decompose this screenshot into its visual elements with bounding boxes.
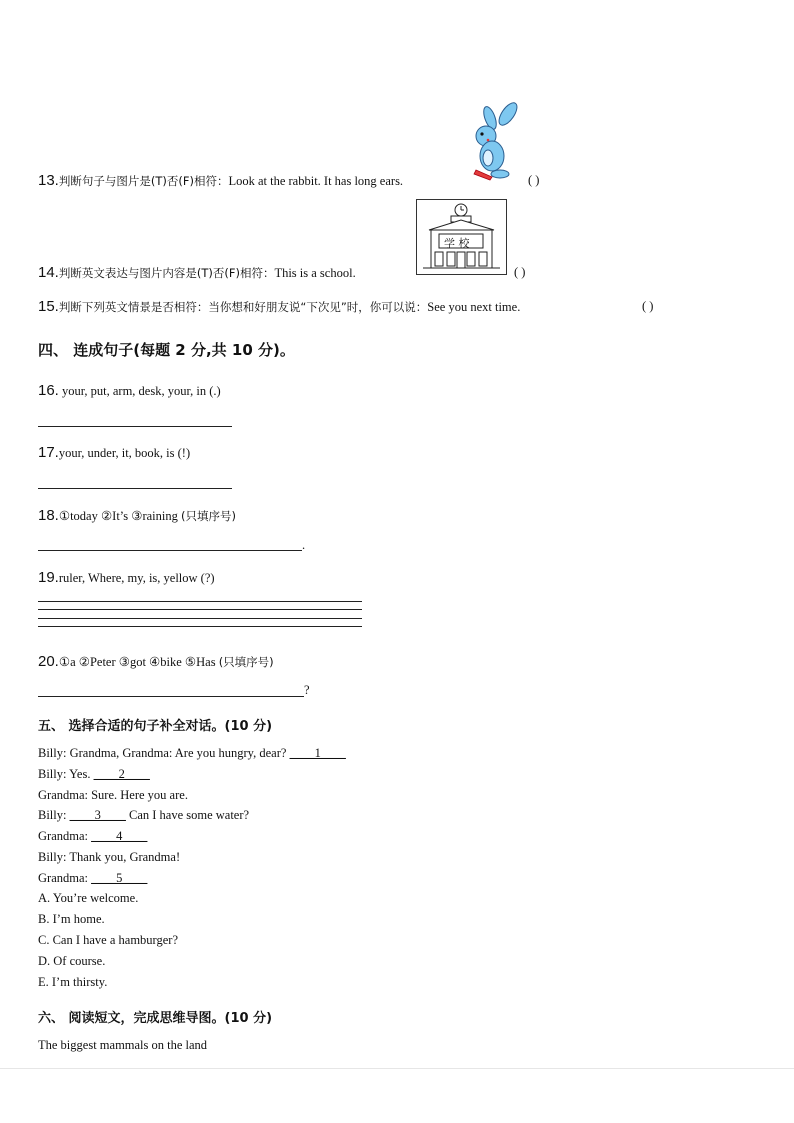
question-words: ①a ②Peter ③got ④bike ⑤Has (58, 655, 219, 669)
question-17 (38, 444, 190, 462)
answer-line[interactable] (38, 696, 304, 697)
writing-line[interactable] (38, 626, 362, 627)
question-words: your, under, it, book, is (!) (58, 446, 191, 460)
dialogue-line (38, 767, 150, 782)
dialogue-text: Can I have some water? (125, 808, 250, 822)
rabbit-image (462, 100, 524, 184)
passage-title: The biggest mammals on the land (38, 1038, 208, 1052)
question-13 (38, 172, 403, 190)
question-prompt: 判断句子与图片是(T)否(F)相符： (58, 174, 229, 188)
question-18 (38, 507, 236, 525)
dialogue-text: Sure. Here you are. (91, 788, 188, 802)
dialogue-line (38, 808, 249, 823)
option-a: A. You’re welcome. (38, 891, 139, 905)
answer-paren[interactable]: ( ) (528, 173, 540, 187)
school-sign: 学 校 (444, 237, 470, 250)
dialogue-speaker: Billy: (38, 808, 70, 822)
answer-line[interactable] (38, 550, 302, 551)
question-15 (38, 298, 520, 316)
option-e: E. I’m thirsty. (38, 975, 108, 989)
question-14 (38, 264, 356, 282)
question-hint: (只填序号) (218, 655, 274, 669)
question-number: 18. (38, 507, 59, 524)
line-end-mark: ? (304, 683, 310, 697)
dialogue-speaker: Grandma: (38, 788, 92, 802)
dialogue-speaker: Billy: (38, 746, 70, 760)
answer-paren[interactable]: ( ) (642, 299, 654, 313)
section-4-title: 四、 连成句子(每题 2 分,共 10 分)。 (38, 341, 295, 359)
dialogue-speaker: Billy: (38, 850, 70, 864)
question-number: 16. (38, 382, 59, 399)
question-words: ruler, Where, my, is, yellow (?) (58, 571, 215, 585)
school-image (416, 199, 507, 275)
dialogue-blank[interactable]: ____4____ (91, 829, 148, 843)
answer-paren[interactable]: ( ) (514, 265, 526, 279)
answer-line[interactable] (38, 488, 232, 489)
question-words: your, put, arm, desk, your, in (.) (58, 384, 221, 398)
question-20 (38, 653, 274, 671)
dialogue-line (38, 850, 180, 865)
dialogue-blank[interactable]: ____5____ (91, 871, 148, 885)
question-sentence: This is a school. (274, 266, 356, 280)
dialogue-line (38, 788, 188, 803)
option-c: C. Can I have a hamburger? (38, 933, 178, 947)
question-sentence: Look at the rabbit. It has long ears. (228, 174, 404, 188)
option-b: B. I’m home. (38, 912, 105, 926)
dialogue-line (38, 871, 147, 886)
dialogue-speaker: Grandma: (38, 829, 92, 843)
dialogue-blank[interactable]: ____1____ (289, 746, 346, 760)
question-words: ①today ②It’s ③raining (58, 509, 182, 523)
dialogue-blank[interactable]: ____3____ (69, 808, 126, 822)
question-hint: (只填序号) (181, 509, 236, 523)
question-number: 19. (38, 569, 59, 586)
question-number: 17. (38, 444, 59, 461)
option-d: D. Of course. (38, 954, 106, 968)
question-number: 15. (38, 298, 59, 315)
dialogue-speaker: Billy: (38, 767, 70, 781)
question-16 (38, 382, 221, 400)
dialogue-text: Thank you, Grandma! (69, 850, 181, 864)
answer-line[interactable] (38, 426, 232, 427)
section-5-title: 五、 选择合适的句子补全对话。(10 分) (38, 719, 273, 734)
section-6-title: 六、 阅读短文，完成思维导图。(10 分) (38, 1011, 273, 1026)
writing-line[interactable] (38, 601, 362, 602)
dialogue-speaker: Grandma: (38, 871, 92, 885)
dialogue-line (38, 829, 147, 844)
question-sentence: See you next time. (427, 300, 521, 314)
question-19 (38, 569, 215, 587)
page-divider (0, 1068, 794, 1069)
question-number: 14. (38, 264, 59, 281)
writing-line[interactable] (38, 618, 362, 619)
dialogue-line (38, 746, 346, 761)
question-prompt: 判断英文表达与图片内容是(T)否(F)相符： (58, 266, 275, 280)
question-number: 13. (38, 172, 59, 189)
question-number: 20. (38, 653, 59, 670)
dialogue-blank[interactable]: ____2____ (93, 767, 150, 781)
line-end-mark: . (302, 538, 306, 552)
question-prompt: 判断下列英文情景是否相符：当你想和好朋友说“下次见”时，你可以说： (58, 300, 428, 314)
dialogue-text: Grandma, Grandma: Are you hungry, dear? (69, 746, 290, 760)
writing-line[interactable] (38, 609, 362, 610)
dialogue-text: Yes. (69, 767, 94, 781)
